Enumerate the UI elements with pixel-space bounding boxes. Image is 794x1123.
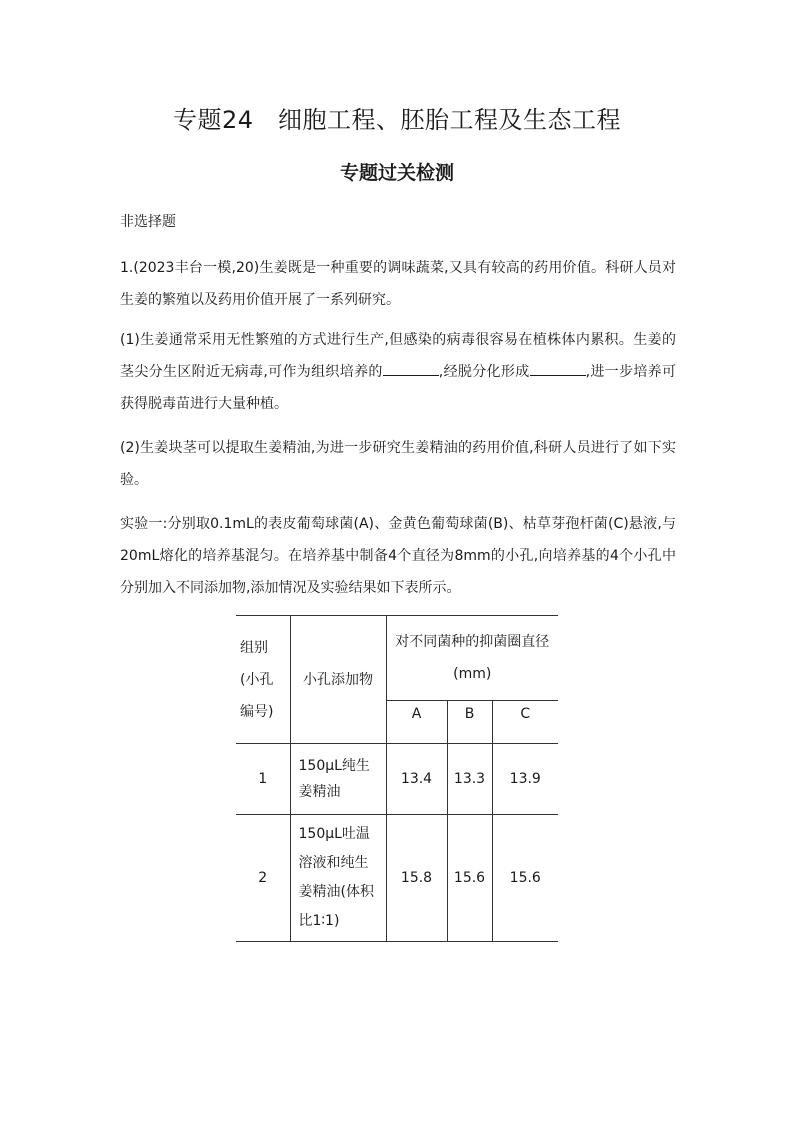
results-table <box>236 615 558 942</box>
answer-blank-2[interactable] <box>530 361 586 376</box>
question1-part1 <box>120 324 676 420</box>
cell-value-b: 13.3 <box>447 744 492 815</box>
header-strain-c: C <box>492 701 558 744</box>
page-title: 专题24 细胞工程、胚胎工程及生态工程 <box>172 106 622 134</box>
cell-value-c: 13.9 <box>492 744 558 815</box>
header-strain-b: B <box>447 701 492 744</box>
cell-group: 2 <box>236 815 290 942</box>
cell-additive: 150μL纯生姜精油 <box>290 744 386 815</box>
header-additive: 小孔添加物 <box>290 616 386 744</box>
header-group: 组别(小孔编号) <box>236 616 290 744</box>
table-row <box>236 815 558 942</box>
table-header-row <box>236 616 558 701</box>
section-label: 非选择题 <box>120 214 176 230</box>
answer-blank-1[interactable] <box>383 361 439 376</box>
question1-part1-text-a: (1)生姜通常采用无性繁殖的方式进行生产,但感染的病毒很容易在植株体内累积。生姜的茎尖分生区附近无病毒,可作为组织培养的 <box>120 332 676 380</box>
cell-value-b: 15.6 <box>447 815 492 942</box>
page-subtitle: 专题过关检测 <box>339 162 454 184</box>
cell-value-c: 15.6 <box>492 815 558 942</box>
question1-intro: 1.(2023丰台一模,20)生姜既是一种重要的调味蔬菜,又具有较高的药用价值。科研人员对生姜的繁殖以及药用价值开展了一系列研究。 <box>120 260 676 308</box>
header-inhibition-zone: 对不同菌种的抑菌圈直径(mm) <box>386 616 558 701</box>
header-strain-a: A <box>386 701 447 744</box>
cell-value-a: 13.4 <box>386 744 447 815</box>
question1-part1-text-b: ,经脱分化形成 <box>438 364 530 380</box>
question1-part2: (2)生姜块茎可以提取生姜精油,为进一步研究生姜精油的药用价值,科研人员进行了如下实验。 <box>120 440 676 488</box>
experiment1-description: 实验一:分别取0.1mL的表皮葡萄球菌(A)、金黄色葡萄球菌(B)、枯草芽孢杆菌(C)悬液,与20mL熔化的培养基混匀。在培养基中制备4个直径为8mm的小孔,向培养基的4个小孔中分别加入不同添加物,添加情况及实验结果如下表所示。 <box>120 516 676 596</box>
cell-value-a: 15.8 <box>386 815 447 942</box>
cell-group: 1 <box>236 744 290 815</box>
table-row <box>236 744 558 815</box>
question1-part1-text-c: ,进一步培养可获得脱毒苗进行大量种植。 <box>120 364 677 412</box>
cell-additive: 150μL吐温溶液和纯生姜精油(体积比1∶1) <box>290 815 386 942</box>
